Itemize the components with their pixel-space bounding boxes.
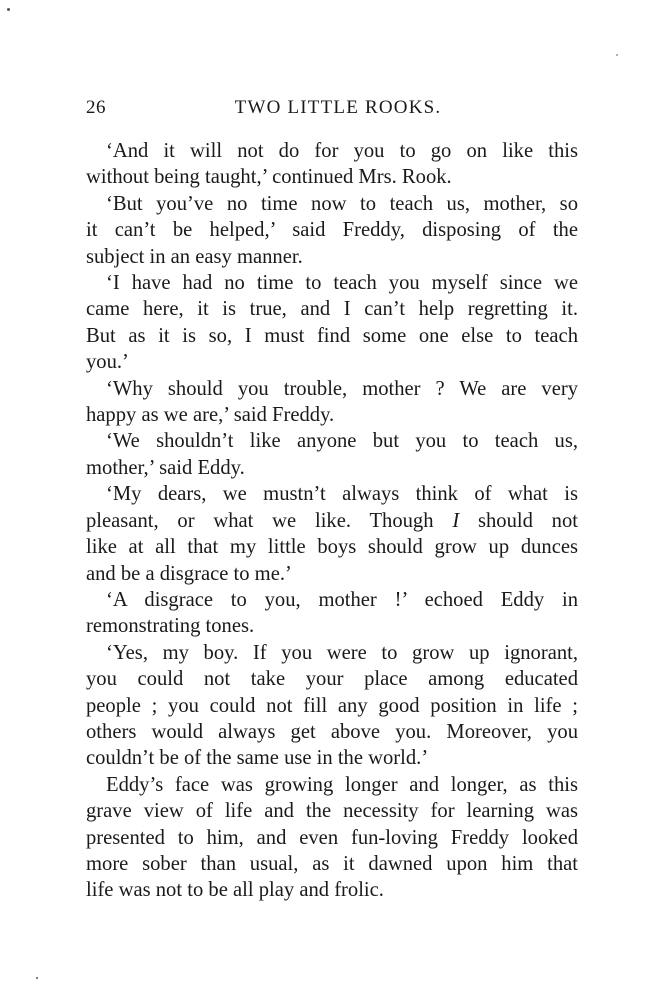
paragraph xyxy=(86,138,578,191)
text-line: Eddy’s face was growing longer and longer, as this xyxy=(106,773,578,796)
text-line: it can’t be helped,’ said Freddy, disposing of the xyxy=(86,219,578,242)
text-line: ‘A disgrace to you, mother !’ echoed Eddy in xyxy=(106,588,578,611)
paragraph xyxy=(86,587,578,640)
running-title: TWO LITTLE ROOKS. xyxy=(234,97,442,118)
text-line: ‘Why should you trouble, mother ? We are very xyxy=(106,377,578,400)
paragraph xyxy=(86,376,578,429)
body-text xyxy=(86,138,578,904)
text-line: But as it is so, I must find some one else to teach xyxy=(86,324,578,347)
text-line: people ; you could not fill any good position in life ; xyxy=(86,694,578,717)
page-speck xyxy=(616,54,618,56)
text-line: remonstrating tones. xyxy=(86,615,255,638)
text-line: subject in an easy manner. xyxy=(86,245,303,268)
page-speck xyxy=(7,8,10,11)
paragraph xyxy=(86,428,578,481)
page-header xyxy=(86,97,578,123)
page-speck xyxy=(36,977,38,979)
text-line: presented to him, and even fun-loving Freddy looked xyxy=(86,826,578,849)
text-line: others would always get above you. Moreover, you xyxy=(86,720,578,743)
text-line: like at all that my little boys should grow up dunces xyxy=(86,536,578,559)
text-line: ‘Yes, my boy. If you were to grow up ignorant, xyxy=(106,641,578,664)
paragraph xyxy=(86,270,578,376)
text-line: ‘I have had no time to teach you myself since we xyxy=(106,272,578,295)
page-number: 26 xyxy=(86,97,106,118)
paragraph xyxy=(86,191,578,270)
text-line: pleasant, or what we like. Though I should not xyxy=(86,509,578,532)
text-line: came here, it is true, and I can’t help regretting it. xyxy=(86,298,578,321)
text-line: couldn’t be of the same use in the world.’ xyxy=(86,747,429,770)
text-line: happy as we are,’ said Freddy. xyxy=(86,404,335,427)
text-line: and be a disgrace to me.’ xyxy=(86,562,292,585)
text-line: life was not to be all play and frolic. xyxy=(86,879,384,902)
paragraph xyxy=(86,481,578,587)
paragraph xyxy=(86,772,578,904)
text-line: grave view of life and the necessity for learning was xyxy=(86,800,578,823)
text-line: ‘We shouldn’t like anyone but you to teach us, xyxy=(106,430,578,453)
text-line: more sober than usual, as it dawned upon him that xyxy=(86,852,578,875)
text-line: mother,’ said Eddy. xyxy=(86,456,245,479)
text-line: you.’ xyxy=(86,351,129,374)
text-line: you could not take your place among educated xyxy=(86,668,578,691)
text-line: ‘But you’ve no time now to teach us, mother, so xyxy=(106,192,578,215)
text-line: ‘And it will not do for you to go on like this xyxy=(106,140,578,162)
emphasis: I xyxy=(452,509,460,532)
paragraph xyxy=(86,640,578,772)
text-line: without being taught,’ continued Mrs. Rook. xyxy=(86,166,452,189)
text-line: ‘My dears, we mustn’t always think of what is xyxy=(106,483,578,506)
